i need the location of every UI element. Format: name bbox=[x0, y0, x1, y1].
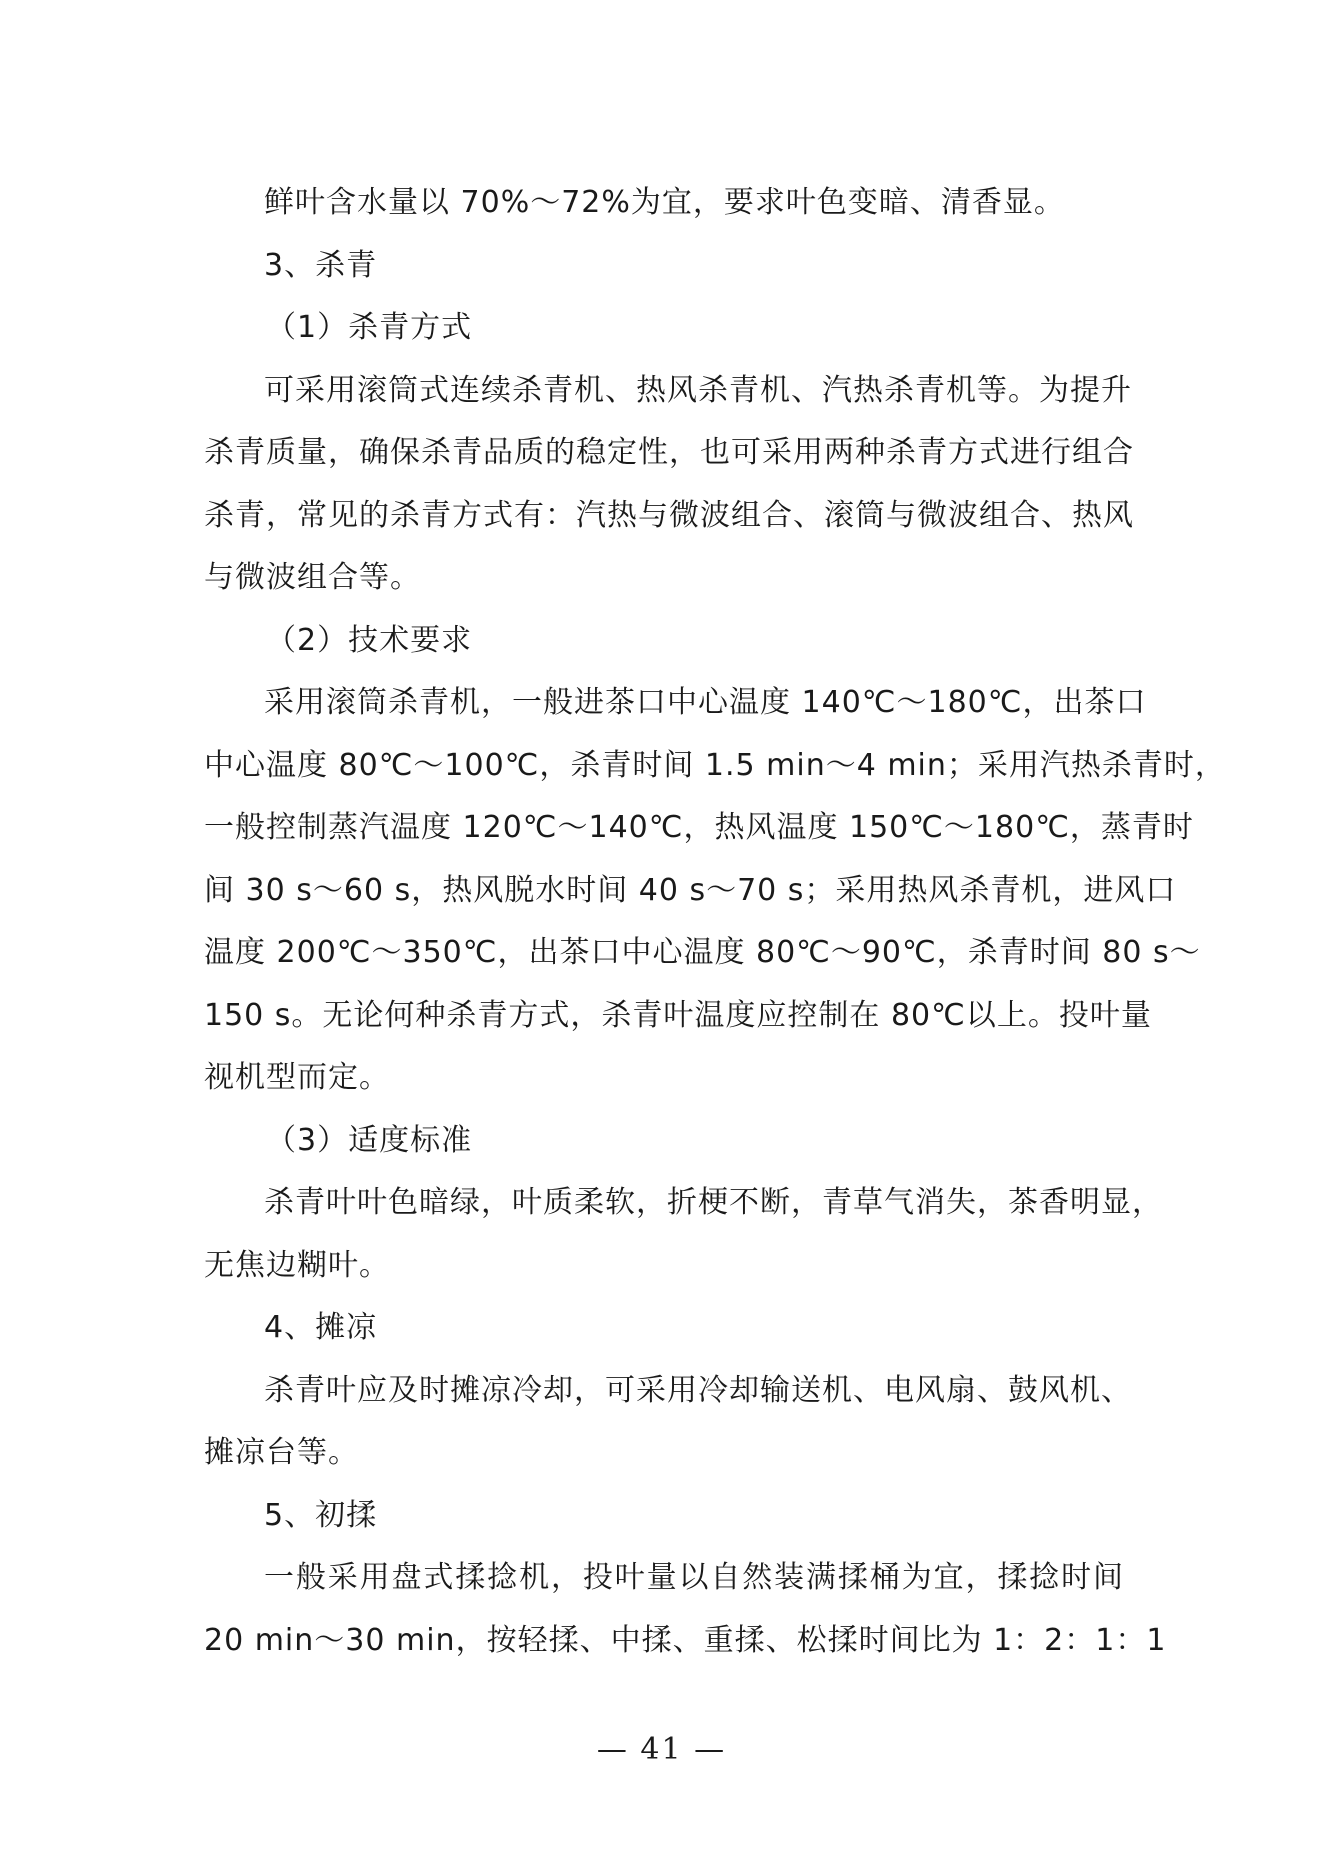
paragraph-line: 20 min～30 min，按轻揉、中揉、重揉、松揉时间比为 1：2：1：1 bbox=[204, 1622, 1167, 1658]
paragraph-line: 摊凉台等。 bbox=[204, 1435, 359, 1470]
paragraph-line: 中心温度 80℃～100℃，杀青时间 1.5 min～4 min；采用汽热杀青时， bbox=[204, 747, 1226, 783]
subsection-heading-1: （1）杀青方式 bbox=[266, 310, 473, 345]
paragraph-line: 间 30 s～60 s，热风脱水时间 40 s～70 s；采用热风杀青机，进风口 bbox=[204, 872, 1177, 908]
paragraph-line: 视机型而定。 bbox=[204, 1060, 390, 1095]
paragraph-line: 杀青叶叶色暗绿，叶质柔软，折梗不断，青草气消失，茶香明显， bbox=[264, 1185, 1163, 1220]
paragraph-line: 采用滚筒杀青机，一般进茶口中心温度 140℃～180℃，出茶口 bbox=[264, 685, 1147, 720]
section-heading-5: 5、初揉 bbox=[264, 1497, 378, 1533]
paragraph-line: 鲜叶含水量以 70%～72%为宜，要求叶色变暗、清香显。 bbox=[264, 185, 1065, 220]
page-number: — 41 — bbox=[596, 1732, 727, 1767]
paragraph-line: 温度 200℃～350℃，出茶口中心温度 80℃～90℃，杀青时间 80 s～ bbox=[204, 935, 1201, 970]
subsection-heading-2: （2）技术要求 bbox=[266, 622, 473, 658]
paragraph-line: 一般控制蒸汽温度 120℃～140℃，热风温度 150℃～180℃，蒸青时 bbox=[204, 810, 1194, 845]
document-body bbox=[204, 172, 1226, 1672]
subsection-heading-3: （3）适度标准 bbox=[266, 1122, 473, 1158]
paragraph-line: 杀青质量，确保杀青品质的稳定性，也可采用两种杀青方式进行组合 bbox=[204, 435, 1134, 470]
paragraph-line: 杀青叶应及时摊凉冷却，可采用冷却输送机、电风扇、鼓风机、 bbox=[264, 1372, 1132, 1408]
paragraph-line: 与微波组合等。 bbox=[204, 560, 421, 595]
paragraph-line: 可采用滚筒式连续杀青机、热风杀青机、汽热杀青机等。为提升 bbox=[264, 372, 1132, 408]
paragraph-line: 杀青，常见的杀青方式有：汽热与微波组合、滚筒与微波组合、热风 bbox=[204, 497, 1134, 533]
section-heading-3: 3、杀青 bbox=[264, 247, 378, 283]
paragraph-line: 一般采用盘式揉捻机，投叶量以自然装满揉桶为宜，揉捻时间 bbox=[264, 1560, 1124, 1595]
paragraph-line: 150 s。无论何种杀青方式，杀青叶温度应控制在 80℃以上。投叶量 bbox=[204, 997, 1152, 1033]
paragraph-line: 无焦边糊叶。 bbox=[204, 1247, 390, 1283]
section-heading-4: 4、摊凉 bbox=[264, 1310, 378, 1345]
